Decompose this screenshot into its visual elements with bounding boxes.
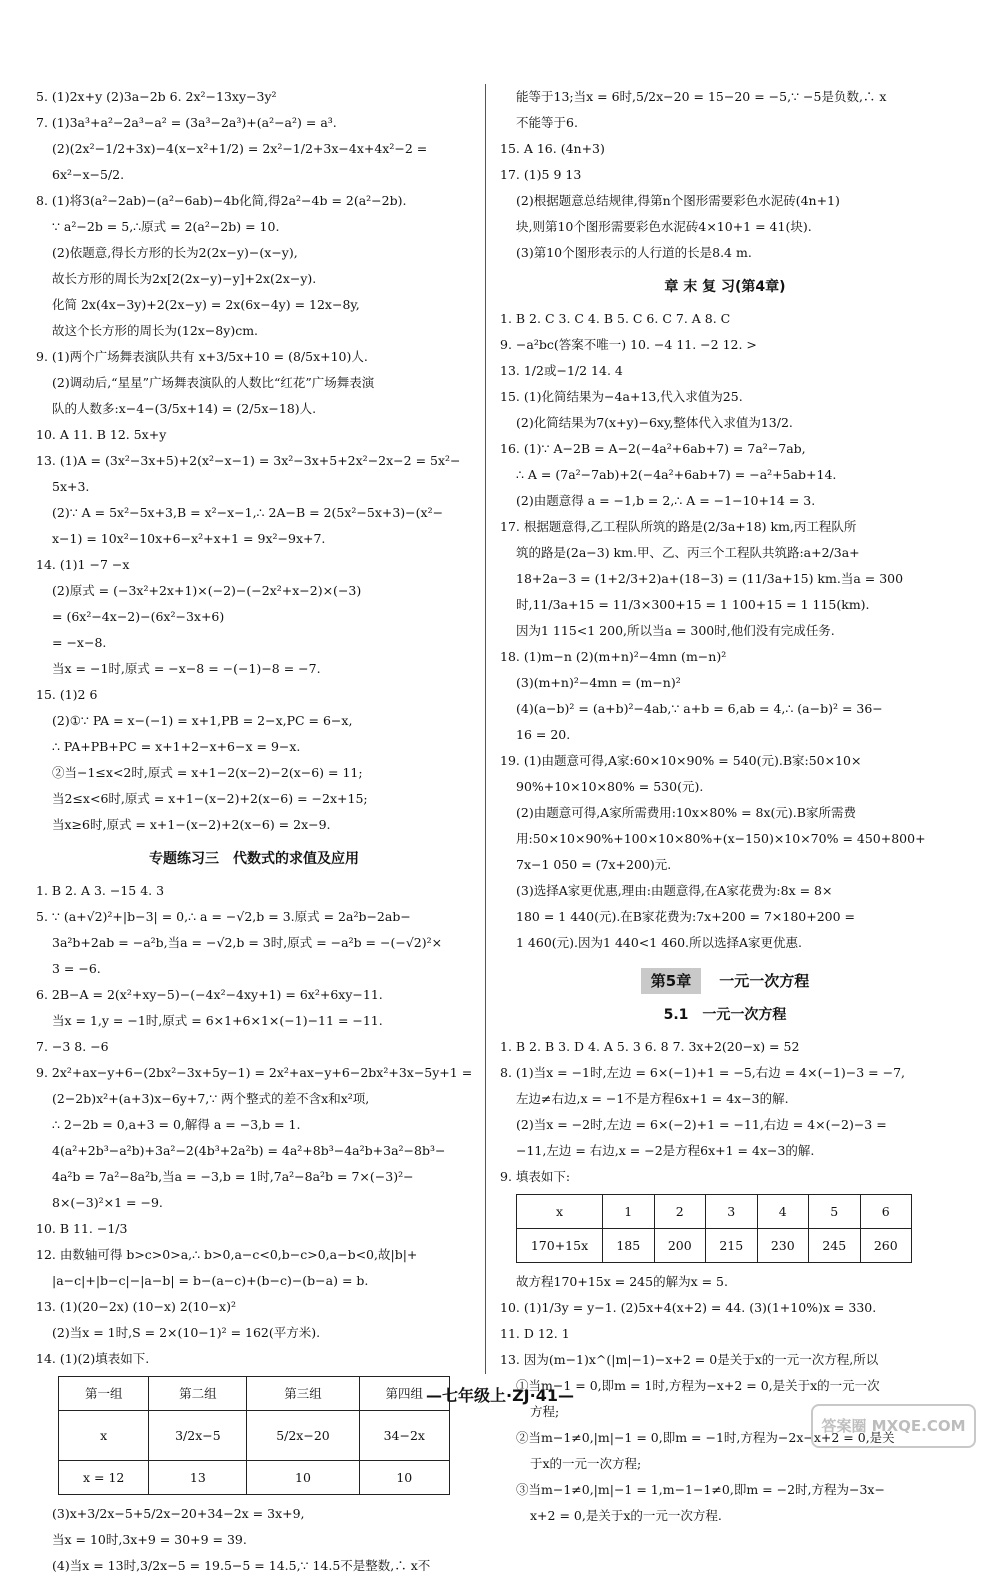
subsection-title: 5.1 一元一次方程	[663, 1007, 787, 1023]
table-cell: x = 12	[59, 1461, 149, 1495]
text-line: = −x−8.	[52, 635, 107, 650]
text-line: (2)化简结果为7(x+y)−6xy,整体代入求值为13/2.	[516, 415, 793, 430]
text-line: 15. (1)化简结果为−4a+13,代入求值为25.	[500, 389, 743, 404]
text-line: 5x+3.	[52, 479, 90, 494]
text-line: 7. (1)3a³+a²−2a³−a² = (3a³−2a³)+(a²−a²) = a³.	[36, 115, 337, 130]
table-cell: 第一组	[59, 1377, 149, 1411]
text-line: 5. (1)2x+y (2)3a−2b 6. 2x²−13xy−3y²	[36, 89, 277, 104]
text-line: 90%+10×10×80% = 530(元).	[516, 779, 704, 794]
table-cell: 200	[654, 1229, 706, 1263]
text-line: 方程;	[530, 1404, 560, 1419]
text-line: 15. A 16. (4n+3)	[500, 141, 605, 156]
text-line: (2)①∵ PA = x−(−1) = x+1,PB = 2−x,PC = 6−x,	[52, 713, 353, 728]
text-line: (2)由题意得 a = −1,b = 2,∴ A = −1−10+14 = 3.	[516, 493, 816, 508]
text-line: 不能等于6.	[516, 115, 578, 130]
text-line: −11,左边 = 右边,x = −2是方程6x+1 = 4x−3的解.	[516, 1143, 815, 1158]
table-cell: 1	[603, 1195, 655, 1229]
text-line: (2)根据题意总结规律,得第n个图形需要彩色水泥砖(4n+1)	[516, 193, 840, 208]
text-line: (2)依题意,得长方形的长为2(2x−y)−(x−y),	[52, 245, 298, 260]
text-line: 用:50×10×90%+100×10×80%+(x−150)×10×70% = 450+800+	[516, 831, 926, 846]
text-line: 故方程170+15x = 245的解为x = 5.	[516, 1274, 728, 1289]
table-cell: 3/2x−5	[149, 1411, 247, 1461]
text-line: 块,则第10个图形需要彩色水泥砖4×10+1 = 41(块).	[516, 219, 812, 234]
table-cell: 185	[603, 1229, 655, 1263]
text-line: 4(a²+2b³−a²b)+3a²−2(4b³+2a²b) = 4a²+8b³−4a²b+3a²−8b³−	[52, 1143, 446, 1158]
table-row	[517, 1229, 912, 1263]
text-line: 6x²−x−5/2.	[52, 167, 125, 182]
text-line: 14. (1)(2)填表如下.	[36, 1351, 150, 1366]
text-line: ③当m−1≠0,|m|−1 = 1,m−1−1≠0,即m = −2时,方程为−3x−	[516, 1482, 885, 1497]
table-cell: 215	[706, 1229, 758, 1263]
text-line: ∴ 2−2b = 0,a+3 = 0,解得 a = −3,b = 1.	[52, 1117, 301, 1132]
right-column	[500, 84, 950, 1529]
text-line: (2)原式 = (−3x²+2x+1)×(−2)−(−2x²+x−2)×(−3)	[52, 583, 362, 598]
text-line: (2)当x = 1时,S = 2×(10−1)² = 162(平方米).	[52, 1325, 321, 1340]
text-line: x−1) = 10x²−10x+6−x²+x+1 = 9x²−9x+7.	[52, 531, 326, 546]
text-line: 8×(−3)²×1 = −9.	[52, 1195, 163, 1210]
text-line: (3)x+3/2x−5+5/2x−20+34−2x = 3x+9,	[52, 1506, 305, 1521]
table-cell: 2	[654, 1195, 706, 1229]
text-line: = (6x²−4x−2)−(6x²−3x+6)	[52, 609, 225, 624]
section-title: 章 末 复 习(第4章)	[664, 279, 786, 295]
text-line: (2)当x = −2时,左边 = 6×(−2)+1 = −11,右边 = 4×(−2)−3 =	[516, 1117, 887, 1132]
text-line: 8. (1)当x = −1时,左边 = 6×(−1)+1 = −5,右边 = 4×(−1)−3 = −7,	[500, 1065, 906, 1080]
text-line: ∴ A = (7a²−7ab)+2(−4a²+6ab+7) = −a²+5ab+14.	[516, 467, 837, 482]
text-line: 7x−1 050 = (7x+200)元.	[516, 857, 672, 872]
text-line: 当x = −1时,原式 = −x−8 = −(−1)−8 = −7.	[52, 661, 321, 676]
text-line: 16 = 20.	[516, 727, 571, 742]
text-line: (2)调动后,“星星”广场舞表演队的人数比“红花”广场舞表演	[52, 375, 375, 390]
answer-table-9	[516, 1194, 912, 1263]
table-cell: 230	[757, 1229, 809, 1263]
table-cell: 第三组	[247, 1377, 359, 1411]
text-line: 1. B 2. C 3. C 4. B 5. C 6. C 7. A 8. C	[500, 311, 731, 326]
table-cell: x	[59, 1411, 149, 1461]
text-line: 18. (1)m−n (2)(m+n)²−4mn (m−n)²	[500, 649, 727, 664]
text-line: 1. B 2. A 3. −15 4. 3	[36, 883, 165, 898]
text-line: 13. (1)(20−2x) (10−x) 2(10−x)²	[36, 1299, 236, 1314]
text-line: 10. A 11. B 12. 5x+y	[36, 427, 167, 442]
table-cell: 第四组	[359, 1377, 449, 1411]
text-line: 6. 2B−A = 2(x²+xy−5)−(−4x²−4xy+1) = 6x²+6xy−11.	[36, 987, 383, 1002]
table-row	[59, 1461, 450, 1495]
text-line: 队的人数多:x−4−(3/5x+14) = (2/5x−18)人.	[52, 401, 317, 416]
text-line: 左边≠右边,x = −1不是方程6x+1 = 4x−3的解.	[516, 1091, 789, 1106]
text-line: 19. (1)由题意可得,A家:60×10×90% = 540(元).B家:50×10×	[500, 753, 862, 768]
table-cell: 10	[359, 1461, 449, 1495]
text-line: 9. (1)两个广场舞表演队共有 x+3/5x+10 = (8/5x+10)人.	[36, 349, 368, 364]
text-line: 9. 2x²+ax−y+6−(2bx²−3x+5y−1) = 2x²+ax−y+6−2bx²+3x−5y+1 =	[36, 1065, 473, 1080]
text-line: 当x = 10时,3x+9 = 30+9 = 39.	[52, 1532, 247, 1547]
section-title: 专题练习三 代数式的求值及应用	[149, 851, 359, 867]
column-divider	[485, 84, 486, 1374]
text-line: (2−2b)x²+(a+3)x−6y+7,∵ 两个整式的差不含x和x²项,	[52, 1091, 370, 1106]
text-line: 当2≤x<6时,原式 = x+1−(x−2)+2(x−6) = −2x+15;	[52, 791, 368, 806]
table-cell: 170+15x	[517, 1229, 603, 1263]
text-line: 故这个长方形的周长为(12x−8y)cm.	[52, 323, 259, 338]
table-cell: 10	[247, 1461, 359, 1495]
text-line: 8. (1)将3(a²−2ab)−(a²−6ab)−4b化简,得2a²−4b = 2(a²−2b).	[36, 193, 407, 208]
page-footer: —七年级上·ZJ·41—	[426, 1386, 574, 1405]
text-line: (2)∵ A = 5x²−5x+3,B = x²−x−1,∴ 2A−B = 2(5x²−5x+3)−(x²−	[52, 505, 444, 520]
text-line: 13. 因为(m−1)x^(|m|−1)−x+2 = 0是关于x的一元一次方程,所以	[500, 1352, 879, 1367]
text-line: 13. 1/2或−1/2 14. 4	[500, 363, 623, 378]
table-cell: 5	[809, 1195, 861, 1229]
table-cell: 4	[757, 1195, 809, 1229]
text-line: (2)(2x²−1/2+3x)−4(x−x²+1/2) = 2x²−1/2+3x−4x+4x²−2 =	[52, 141, 428, 156]
text-line: ∴ PA+PB+PC = x+1+2−x+6−x = 9−x.	[52, 739, 301, 754]
text-line: 7. −3 8. −6	[36, 1039, 109, 1054]
table-cell: x	[517, 1195, 603, 1229]
text-line: 于x的一元一次方程;	[530, 1456, 642, 1471]
table-cell: 6	[860, 1195, 912, 1229]
text-line: 当x≥6时,原式 = x+1−(x−2)+2(x−6) = 2x−9.	[52, 817, 331, 832]
text-line: 因为1 115<1 200,所以当a = 300时,他们没有完成任务.	[516, 623, 835, 638]
text-line: 当x = 1,y = −1时,原式 = 6×1+6×1×(−1)−11 = −11.	[52, 1013, 383, 1028]
left-column	[36, 84, 472, 1579]
table-cell: 34−2x	[359, 1411, 449, 1461]
text-line: (4)(a−b)² = (a+b)²−4ab,∵ a+b = 6,ab = 4,∴ (a−b)² = 36−	[516, 701, 883, 716]
text-line: 18+2a−3 = (1+2/3+2)a+(18−3) = (11/3a+15) km.当a = 300	[516, 571, 904, 586]
text-line: |a−c|+|b−c|−|a−b| = b−(a−c)+(b−c)−(b−a) = b.	[52, 1273, 369, 1288]
text-line: 5. ∵ (a+√2)²+|b−3| = 0,∴ a = −√2,b = 3.原式 = 2a²b−2ab−	[36, 909, 411, 924]
text-line: 1. B 2. B 3. D 4. A 5. 3 6. 8 7. 3x+2(20−x) = 52	[500, 1039, 800, 1054]
text-line: 时,11/3a+15 = 11/3×300+15 = 1 100+15 = 1 115(km).	[516, 597, 870, 612]
text-line: 9. 填表如下:	[500, 1169, 571, 1184]
table-cell: 5/2x−20	[247, 1411, 359, 1461]
table-cell: 13	[149, 1461, 247, 1495]
text-line: (3)选择A家更优惠,理由:由题意得,在A家花费为:8x = 8×	[516, 883, 833, 898]
text-line: (4)当x = 13时,3/2x−5 = 19.5−5 = 14.5,∵ 14.5不是整数,∴ x不	[52, 1558, 431, 1573]
text-line: 9. −a²bc(答案不唯一) 10. −4 11. −2 12. >	[500, 337, 757, 352]
chapter-badge: 第5章	[641, 968, 701, 994]
text-line: 17. (1)5 9 13	[500, 167, 582, 182]
text-line: 3 = −6.	[52, 961, 101, 976]
text-line: 10. (1)1/3y = y−1. (2)5x+4(x+2) = 44. (3)(1+10%)x = 330.	[500, 1300, 877, 1315]
chapter-heading	[500, 968, 950, 994]
text-line: (3)(m+n)²−4mn = (m−n)²	[516, 675, 681, 690]
watermark-logo: 答案圈 MXQE.COM	[811, 1404, 976, 1448]
text-line: x+2 = 0,是关于x的一元一次方程.	[530, 1508, 722, 1523]
text-line: 11. D 12. 1	[500, 1326, 570, 1341]
table-cell: 第二组	[149, 1377, 247, 1411]
text-line: 能等于13;当x = 6时,5/2x−20 = 15−20 = −5,∵ −5是负数,∴ x	[516, 89, 887, 104]
text-line: 10. B 11. −1/3	[36, 1221, 128, 1236]
table-row	[517, 1195, 912, 1229]
text-line: 15. (1)2 6	[36, 687, 98, 702]
text-line: 筑的路是(2a−3) km.甲、乙、丙三个工程队共筑路:a+2/3a+	[516, 545, 860, 560]
text-line: 14. (1)1 −7 −x	[36, 557, 130, 572]
text-line: ∵ a²−2b = 5,∴原式 = 2(a²−2b) = 10.	[52, 219, 280, 234]
text-line: ②当−1≤x<2时,原式 = x+1−2(x−2)−2(x−6) = 11;	[52, 765, 363, 780]
text-line: (2)由题意可得,A家所需费用:10x×80% = 8x(元).B家所需费	[516, 805, 856, 820]
text-line: 4a²b = 7a²−8a²b,当a = −3,b = 1时,7a²−8a²b = 7×(−3)²−	[52, 1169, 414, 1184]
text-line: 180 = 1 440(元).在B家花费为:7x+200 = 7×180+200 =	[516, 909, 856, 924]
chapter-title: 一元一次方程	[719, 972, 810, 990]
text-line: ①当m−1 = 0,即m = 1时,方程为−x+2 = 0,是关于x的一元一次	[516, 1378, 880, 1393]
table-cell: 245	[809, 1229, 861, 1263]
text-line: 16. (1)∵ A−2B = A−2(−4a²+6ab+7) = 7a²−7ab,	[500, 441, 806, 456]
table-cell: 260	[860, 1229, 912, 1263]
text-line: 故长方形的周长为2x[2(2x−y)−y]+2x(2x−y).	[52, 271, 317, 286]
text-line: ②当m−1≠0,|m|−1 = 0,即m = −1时,方程为−2x−x+2 = 0,是关	[516, 1430, 895, 1445]
text-line: 12. 由数轴可得 b>c>0>a,∴ b>0,a−c<0,b−c>0,a−b<0,故|b|+	[36, 1247, 418, 1262]
table-cell: 3	[706, 1195, 758, 1229]
text-line: 1 460(元).因为1 440<1 460.所以选择A家更优惠.	[516, 935, 803, 950]
text-line: (3)第10个图形表示的人行道的长是8.4 m.	[516, 245, 752, 260]
text-line: 17. 根据题意得,乙工程队所筑的路是(2/3a+18) km,丙工程队所	[500, 519, 857, 534]
text-line: 化简 2x(4x−3y)+2(2x−y) = 2x(6x−4y) = 12x−8y,	[52, 297, 360, 312]
text-line: 13. (1)A = (3x²−3x+5)+2(x²−x−1) = 3x²−3x+5+2x²−2x−2 = 5x²−	[36, 453, 461, 468]
text-line: 3a²b+2ab = −a²b,当a = −√2,b = 3时,原式 = −a²b = −(−√2)²×	[52, 935, 443, 950]
table-row	[59, 1411, 450, 1461]
